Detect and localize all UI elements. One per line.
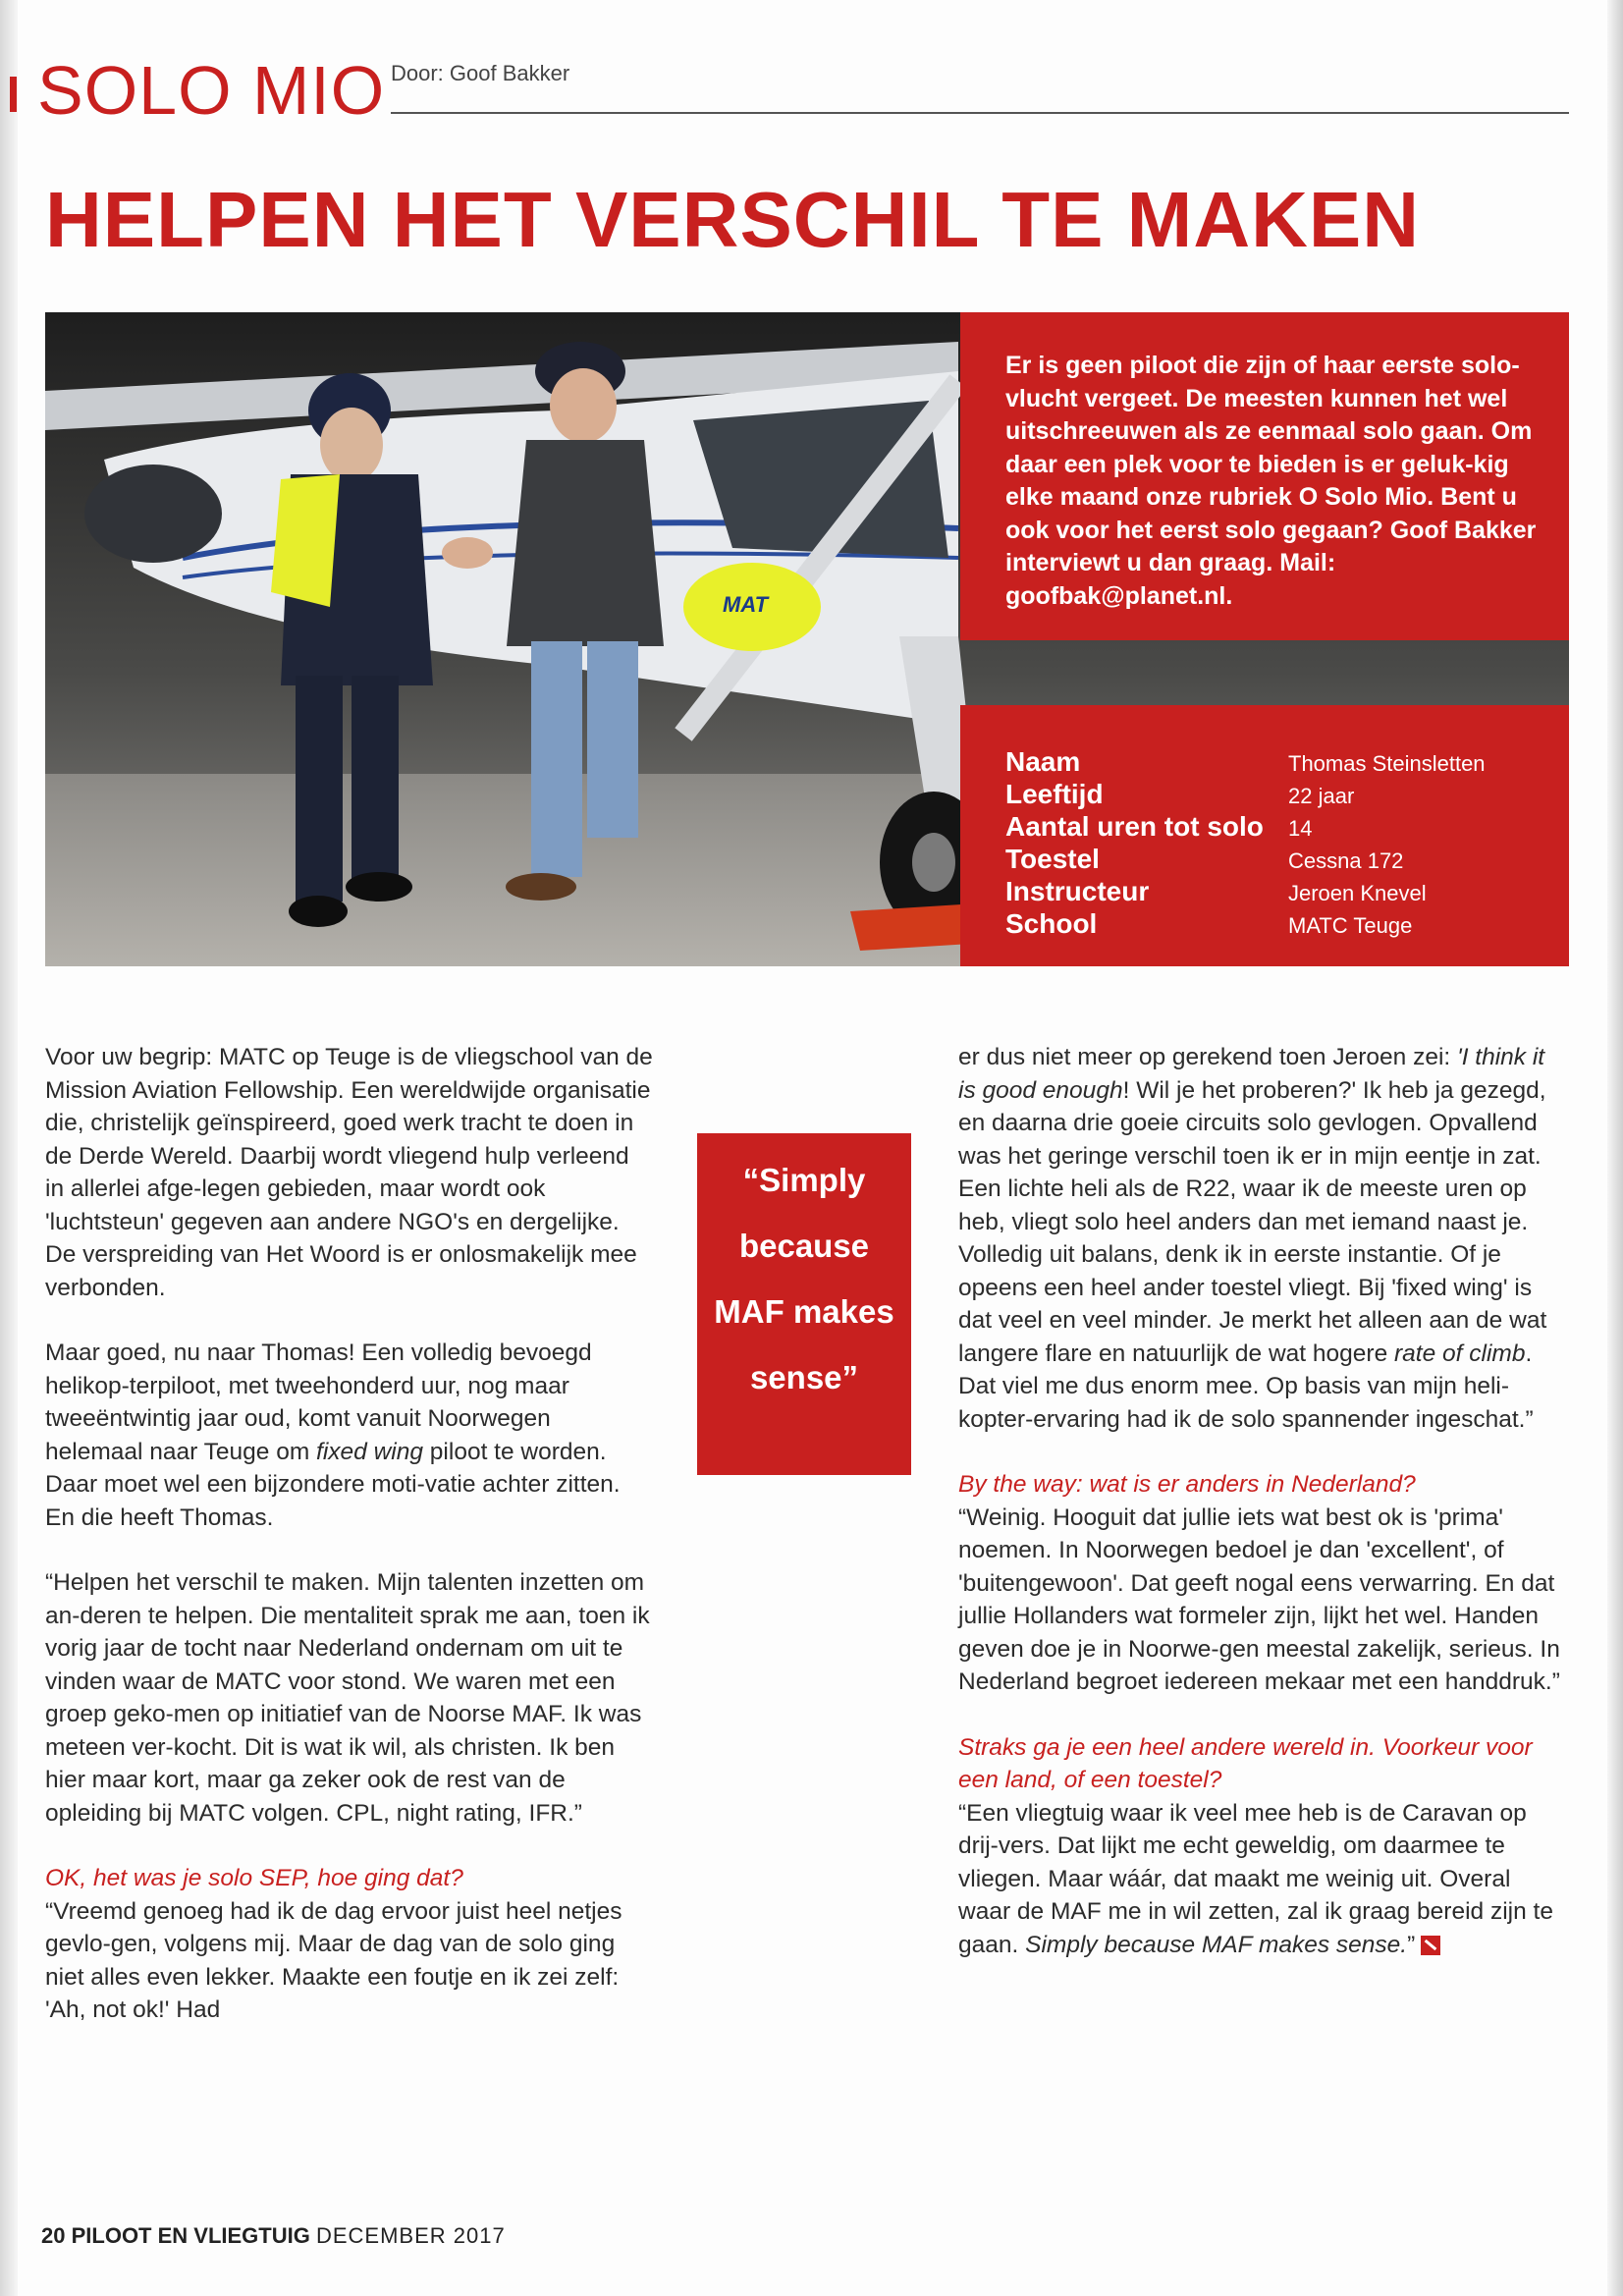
body-paragraph xyxy=(45,1337,654,1534)
instructor-sweater xyxy=(507,440,664,646)
headline: HELPEN HET VERSCHIL TE MAKEN xyxy=(45,176,1420,263)
body-emphasis: Simply because MAF makes sense. xyxy=(1025,1931,1408,1958)
fact-row xyxy=(1005,876,1549,908)
plane-marking: MAT xyxy=(723,592,769,617)
article-end-icon xyxy=(1421,1936,1440,1955)
intro-text: Er is geen piloot die zijn of haar eerste solo-vlucht vergeet. De meesten kunnen het wel uitschreeuwen als ze eenmaal solo gaan. Om daar een plek voor te bieden is er geluk-kig elke maand onze rubriek O Solo Mio. Bent u ook voor het eerst solo gegaan? Goof Bakker interviewt u dan graag. Mail: goofbak@planet.nl. xyxy=(1005,352,1537,610)
body-text: er dus niet meer op gerekend toen Jeroen zei: xyxy=(958,1044,1458,1070)
rubric-title: SOLO MIO xyxy=(37,52,386,129)
body-paragraph: “Weinig. Hooguit dat jullie iets wat best ok is 'prima' noemen. In Noorwegen bedoel je dan 'excellent', of 'buitengewoon'. Dat geeft nogal eens verwarring. En dat jullie Hollanders wat formeler zijn, lijkt het wel. Handen geven doe je in Noorwe-gen meestal zakelijk, serieus. In Nederland begroet iedereen mekaar met een handdruk.” xyxy=(958,1503,1560,1695)
issue-date: DECEMBER 2017 xyxy=(315,2223,506,2248)
scan-left-edge xyxy=(0,0,18,2296)
aircraft-nose xyxy=(84,465,222,563)
page-footer xyxy=(41,2223,506,2249)
safety-vest xyxy=(271,474,340,607)
pull-quote-line: “Simply xyxy=(742,1162,866,1198)
fact-row xyxy=(1005,779,1549,811)
fact-value: Jeroen Knevel xyxy=(1288,881,1427,905)
section-edge-mark xyxy=(10,77,17,112)
instructor-leg-left xyxy=(531,641,582,877)
magazine-name: PILOOT EN VLIEGTUIG xyxy=(71,2223,310,2248)
fact-label: Aantal uren tot solo xyxy=(1005,811,1264,842)
interview-question: OK, het was je solo SEP, hoe ging dat? xyxy=(45,1865,463,1891)
interview-question: Straks ga je een heel andere wereld in. Voorkeur voor een land, of een toestel? xyxy=(958,1733,1533,1793)
pull-quote-line: MAF makes xyxy=(714,1293,894,1330)
header-rule xyxy=(391,112,1569,114)
body-emphasis: fixed wing xyxy=(316,1438,423,1465)
fact-label: Naam xyxy=(1005,746,1081,777)
fact-row xyxy=(1005,746,1549,779)
pull-quote-line: because xyxy=(738,1228,870,1264)
fact-label: School xyxy=(1005,908,1098,939)
fact-value: 22 jaar xyxy=(1288,784,1355,808)
pull-quote xyxy=(697,1133,911,1475)
fact-label: Toestel xyxy=(1005,844,1100,874)
body-paragraph: “Vreemd genoeg had ik de dag ervoor juist heel netjes gevlo-gen, volgens mij. Maar de dag van de solo ging niet alles even lekker. Maakte een foutje en ik zei zelf: 'Ah, not ok!' Had xyxy=(45,1897,622,2023)
fact-row xyxy=(1005,844,1549,876)
body-emphasis: 'I think it is good enough xyxy=(958,1044,1545,1104)
body-text: Maar goed, nu naar Thomas! Een volledig bevoegd helikop-terpiloot, met tweehonderd uur, nog maar tweeëntwintig jaar oud, komt vanuit Noorwegen helemaal naar Teuge om xyxy=(45,1339,592,1465)
body-paragraph: “Helpen het verschil te maken. Mijn talenten inzetten om an-deren te helpen. Die mentaliteit sprak me aan, toen ik vorig jaar de tocht naar Nederland ondernam om uit te vinden waar de MATC voor stond. We waren met een groep geko-men op initiatief van de Noorse MAF. Ik was meteen ver-kocht. Dit is wat ik wil, als christen. Ik ben hier maar kort, maar ga zeker ook de rest van de opleiding bij MATC volgen. CPL, night rating, IFR.” xyxy=(45,1569,650,1827)
fact-value: 14 xyxy=(1288,816,1313,841)
body-paragraph xyxy=(958,1797,1565,1962)
scan-right-edge xyxy=(1607,0,1623,2296)
page-number: 20 xyxy=(41,2223,66,2248)
pull-quote-line: sense” xyxy=(749,1359,859,1395)
fact-value: Cessna 172 xyxy=(1288,848,1404,873)
instructor-leg-right xyxy=(587,641,638,838)
cockpit-window xyxy=(693,401,948,558)
student-face xyxy=(320,408,383,482)
body-emphasis: rate of climb xyxy=(1394,1339,1526,1367)
student-leg-left xyxy=(296,676,343,902)
intro-box xyxy=(960,312,1569,640)
body-text: “Een vliegtuig waar ik veel mee heb is de Caravan op drij-vers. Dat lijkt me echt geweldig, om daarmee te vliegen. Maar wáár, dat maakt me weinig uit. Overal waar de MAF me in wil zetten, zal ik graag bereid zijn te gaan. xyxy=(958,1799,1553,1958)
student-shoe-left xyxy=(289,896,348,927)
body-column-left xyxy=(45,1041,654,2059)
fact-value: MATC Teuge xyxy=(1288,913,1413,938)
fact-label: Leeftijd xyxy=(1005,779,1104,809)
fact-row xyxy=(1005,908,1549,941)
instructor-shoe xyxy=(506,873,576,901)
body-paragraph: Voor uw begrip: MATC op Teuge is de vliegschool van de Mission Aviation Fellowship. Een wereldwijde organisatie die, christelijk geïnspireerd, goed werk tracht te doen in de Derde Wereld. Daarbij wordt vliegend hulp verleend in allerlei afge-legen gebieden, maar wordt ook 'luchtsteun' gegeven aan andere NGO's en dergelijke. De verspreiding van Het Woord is er onlosmakelijk mee verbonden. xyxy=(45,1044,653,1301)
student-shoe-right xyxy=(346,872,412,902)
fact-row xyxy=(1005,811,1549,844)
body-text: ” xyxy=(1407,1931,1416,1958)
interview-question: By the way: wat is er anders in Nederland? xyxy=(958,1471,1416,1498)
handshake xyxy=(442,537,493,569)
fact-value: Thomas Steinsletten xyxy=(1288,751,1486,776)
body-paragraph xyxy=(958,1041,1565,1436)
body-text: . Dat viel me dus enorm mee. Op basis van mijn heli-kopter-ervaring had ik de solo spannender ingeschat.” xyxy=(958,1339,1534,1433)
body-text: ! Wil je het proberen?' Ik heb ja gezegd, en daarna drie goeie circuits solo gevlogen. Opvallend was het geringe verschil toen ik er in mijn eentje in zat. Een lichte heli als de R22, waar ik de meeste uren op heb, vliegt solo heel anders dan met iemand naast je. Volledig uit balans, denk ik in eerste instantie. Of je opeens een heel ander toestel vliegt. Bij 'fixed wing' is dat veel en veel minder. Je merkt het alleen aan de wat langere flare en natuurlijk de wat hogere xyxy=(958,1076,1547,1367)
body-column-right xyxy=(958,1041,1565,1994)
body-text: piloot te worden. Daar moet wel een bijzondere moti-vatie achter zitten. En die heeft Thomas. xyxy=(45,1438,621,1531)
wheel-hub xyxy=(912,833,955,892)
facts-box xyxy=(960,705,1569,966)
byline: Door: Goof Bakker xyxy=(391,61,570,85)
instructor-face xyxy=(550,368,617,443)
fact-label: Instructeur xyxy=(1005,876,1150,906)
student-leg-right xyxy=(352,676,399,882)
